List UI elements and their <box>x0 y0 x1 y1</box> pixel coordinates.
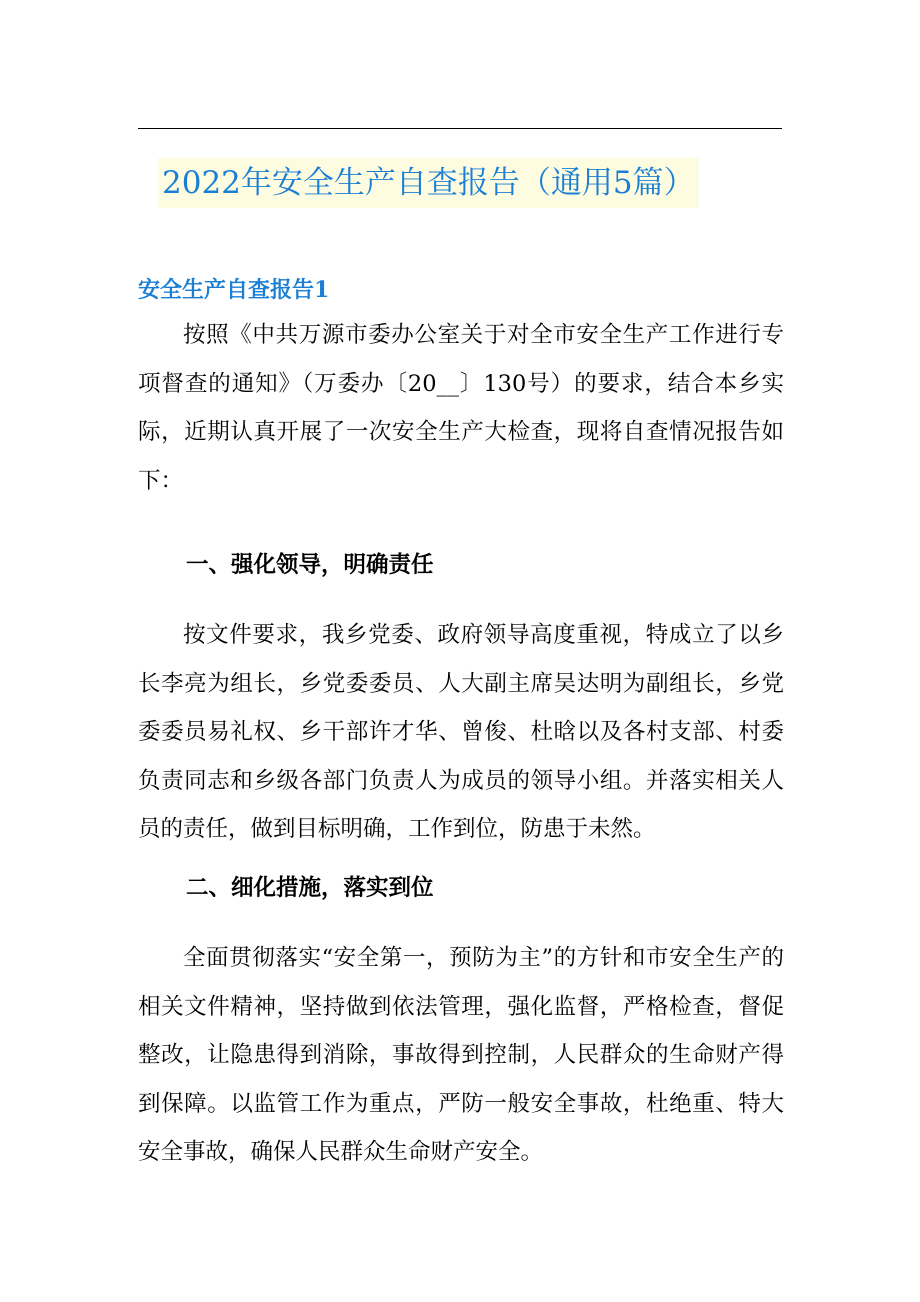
document-title: 2022年安全生产自查报告（通用5篇） <box>158 158 699 208</box>
header-divider <box>138 128 782 129</box>
heading-strengthen-leadership: 一、强化领导，明确责任 <box>186 552 434 578</box>
heading-refine-measures: 二、细化措施，落实到位 <box>186 875 434 901</box>
paragraph-leadership: 按文件要求，我乡党委、政府领导高度重视，特成立了以乡长李亮为组长，乡党委委员、人大副主席吴达明为副组长，乡党委委员易礼权、乡干部许才华、曾俊、杜晗以及各村支部、村委负责同志和乡级各部门负责人为成员的领导小组。并落实相关人员的责任，做到目标明确，工作到位，防患于未然。 <box>138 622 784 843</box>
paragraph-measures: 全面贯彻落实“安全第一，预防为主”的方针和市安全生产的相关文件精神，坚持做到依法管理，强化监督，严格检查，督促整改，让隐患得到消除，事故得到控制，人民群众的生命财产得到保障。以监管工作为重点，严防一般安全事故，杜绝重、特大安全事故，确保人民群众生命财产安全。 <box>138 945 784 1166</box>
section-title: 安全生产自查报告1 <box>138 277 330 303</box>
paragraph-intro: 按照《中共万源市委办公室关于对全市安全生产工作进行专项督查的通知》（万委办〔20__〕130号）的要求，结合本乡实际，近期认真开展了一次安全生产大检查，现将自查情况报告如下： <box>138 322 784 494</box>
